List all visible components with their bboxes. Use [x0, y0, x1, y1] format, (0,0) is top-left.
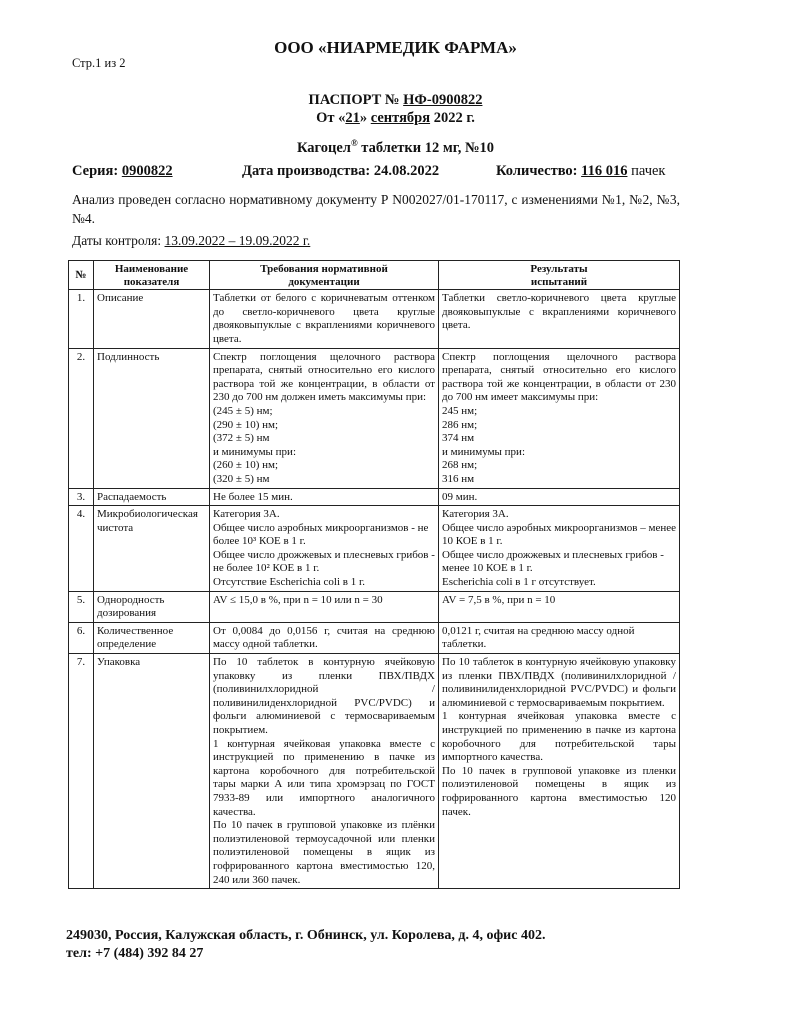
- requirement-line: (320 ± 5) нм: [213, 472, 270, 485]
- result-line: Общее число дрожжевых и плесневых грибов - менее 10 КОЕ в 1 г.: [442, 548, 664, 575]
- passport-title-prefix: ПАСПОРТ №: [308, 92, 404, 108]
- passport-title: [0, 92, 791, 109]
- passport-year: 2022 г.: [430, 110, 475, 126]
- header-name: [94, 261, 210, 290]
- requirement-line: (245 ± 5) нм;: [213, 404, 273, 417]
- row-num: 2.: [69, 348, 94, 488]
- row-result: [439, 654, 680, 889]
- row-requirement: [210, 622, 439, 653]
- result-line: Категория 3А.: [442, 508, 509, 521]
- result-line: По 10 пачек в групповой упаковке из пленки полиэтиленовой помещены в ящик из гофрированного картона вместимостью 120 пачек.: [442, 764, 676, 818]
- header-name-line: показателя: [123, 275, 180, 288]
- row-requirement: [210, 290, 439, 348]
- series-label: Серия:: [72, 163, 122, 179]
- row-requirement: [210, 506, 439, 592]
- passport-month: сентября: [370, 110, 431, 126]
- result-line: 286 нм;: [442, 418, 478, 431]
- requirement-line: Отсутствие Escherichia coli в 1 г.: [213, 576, 365, 589]
- requirement-line: Спектр поглощения щелочного раствора препарата, снятый относительно его кислого раствора той же концентрации, в области от 230 до 700 нм должен иметь максимумы при:: [213, 350, 435, 404]
- result-line: Спектр поглощения щелочного раствора препарата, снятый относительно его кислого раствора той же концентрации, в области от 230 до 700 нм имеет максимумы при:: [442, 350, 676, 404]
- requirement-line: Общее число дрожжевых и плесневых грибов - не более 10² КОЕ в 1 г.: [213, 548, 435, 575]
- row-num: 1.: [69, 290, 94, 348]
- product-name: Кагоцел: [296, 139, 351, 156]
- row-requirement: [210, 654, 439, 889]
- row-num: 6.: [69, 622, 94, 653]
- row-num: 4.: [69, 506, 94, 592]
- requirement-line: От 0,0084 до 0,0156 г, считая на среднюю массу одной таблетки.: [213, 624, 435, 651]
- row-result: [439, 488, 680, 506]
- specification-table: [68, 260, 680, 889]
- production-date: [242, 163, 439, 180]
- table-row: [69, 591, 680, 622]
- result-line: 09 мин.: [442, 490, 478, 503]
- requirement-line: Не более 15 мин.: [213, 490, 293, 503]
- requirement-line: По 10 таблеток в контурную ячейковую упаковку из пленки ПВХ/ПВДХ (поливинилхлоридной / поливинилиденхлоридной PVC/PVDC) и фольги алюминиевой с термосвариваемым покрытием.: [213, 656, 435, 736]
- row-requirement: [210, 488, 439, 506]
- control-dates-value: 13.09.2022 – 19.09.2022 г.: [164, 233, 311, 248]
- header-req-line: Требования нормативной: [260, 263, 388, 275]
- table-row: [69, 654, 680, 889]
- row-result: [439, 591, 680, 622]
- requirement-line: (372 ± 5) нм: [213, 432, 270, 445]
- requirement-line: Таблетки от белого с коричневатым оттенком до светло-коричневого цвета круглые двояковыпуклые с вкраплениями коричневого цвета.: [213, 292, 435, 345]
- passport-day: 21: [345, 110, 360, 126]
- row-name: Распадаемость: [94, 488, 210, 506]
- row-name: Описание: [94, 290, 210, 348]
- header-res-line: Результаты: [530, 263, 588, 275]
- footer-address: 249030, Россия, Калужская область, г. Обнинск, ул. Королева, д. 4, офис 402.: [66, 928, 546, 943]
- production-date-label: Дата производства:: [242, 163, 374, 179]
- table-row: [69, 348, 680, 488]
- row-name: Количественное определение: [94, 622, 210, 653]
- row-num: 7.: [69, 654, 94, 889]
- result-line: 245 нм;: [442, 404, 478, 417]
- table-row: [69, 622, 680, 653]
- requirement-line: По 10 пачек в групповой упаковке из плёнки полиэтиленовой термоусадочной или пленки полиэтиленовой помещены в ящик из гофрированного картона вместимостью 120, 240 или 360 пачек.: [213, 819, 435, 886]
- control-dates: [72, 233, 310, 249]
- requirement-line: Категория 3А.: [213, 508, 280, 521]
- quantity-unit: пачек: [627, 163, 666, 179]
- requirement-line: Общее число аэробных микроорганизмов - не более 10³ КОЕ в 1 г.: [213, 521, 429, 548]
- requirement-line: AV ≤ 15,0 в %, при n = 10 или n = 30: [213, 593, 383, 606]
- analysis-text: Анализ проведен согласно нормативному документу Р N002027/01-170117, с изменениями №1, №2, №3, №4.: [72, 192, 680, 226]
- passport-number: НФ-0900822: [403, 92, 483, 108]
- quantity-value: 116 016: [581, 163, 628, 179]
- result-line: 268 нм;: [442, 459, 478, 472]
- row-requirement: [210, 348, 439, 488]
- result-line: Общее число аэробных микроорганизмов – менее 10 КОЕ в 1 г.: [442, 521, 676, 548]
- quantity: [496, 163, 665, 180]
- requirement-line: (290 ± 10) нм;: [213, 418, 279, 431]
- table-header-row: [69, 261, 680, 290]
- production-date-value: 24.08.2022: [373, 163, 440, 179]
- row-result: [439, 348, 680, 488]
- result-line: Escherichia coli в 1 г отсутствует.: [442, 576, 596, 589]
- registered-mark: ®: [350, 138, 358, 148]
- result-line: По 10 таблеток в контурную ячейковую упаковку из пленки ПВХ/ПВДХ (поливинилхлоридной / поливинилиденхлоридной PVC/PVDC) и фольги алюминиевой с термосвариваемым покрытием.: [442, 656, 676, 709]
- table-row: [69, 488, 680, 506]
- row-num: 3.: [69, 488, 94, 506]
- result-line: 374 нм: [442, 432, 475, 445]
- header-name-line: Наименование: [114, 263, 189, 275]
- requirement-line: (260 ± 10) нм;: [213, 459, 279, 472]
- row-result: [439, 290, 680, 348]
- result-line: AV = 7,5 в %, при n = 10: [442, 593, 556, 606]
- control-dates-label: Даты контроля:: [72, 233, 165, 248]
- result-line: и минимумы при:: [442, 445, 526, 458]
- header-requirements: [210, 261, 439, 290]
- result-line: Таблетки светло-коричневого цвета круглые двояковыпуклые с вкраплениями коричневого цвета.: [442, 292, 676, 332]
- result-line: 1 контурная ячейковая упаковка вместе с инструкцией по применению в пачке из картона коробочного для потребительской тары импортного качества.: [442, 710, 676, 764]
- company-name: ООО «НИАРМЕДИК ФАРМА»: [274, 38, 517, 57]
- row-name: Микробиологическая чистота: [94, 506, 210, 592]
- row-name: Однородность дозирования: [94, 591, 210, 622]
- quantity-label: Количество:: [496, 163, 582, 179]
- row-result: [439, 506, 680, 592]
- result-line: 0,0121 г, считая на среднюю массу одной таблетки.: [442, 624, 635, 651]
- product-title: [0, 138, 791, 157]
- row-name: Упаковка: [94, 654, 210, 889]
- table-row: [69, 506, 680, 592]
- header-req-line: документации: [288, 275, 360, 288]
- header-num: №: [69, 261, 94, 290]
- result-line: 316 нм: [442, 472, 475, 485]
- row-name: Подлинность: [94, 348, 210, 488]
- header-res-line: испытаний: [530, 275, 588, 288]
- row-requirement: [210, 591, 439, 622]
- row-num: 5.: [69, 591, 94, 622]
- series: [72, 163, 173, 180]
- header-results: [439, 261, 680, 290]
- footer-phone: тел: +7 (484) 392 84 27: [66, 946, 204, 961]
- table-row: [69, 290, 680, 348]
- requirement-line: 1 контурная ячейковая упаковка вместе с инструкцией по применению в пачке из картона коробочного для потребительской тары марки А или типа хромэрзац по ГОСТ 7933-89 или импортного аналогичного качества.: [213, 737, 435, 818]
- passport-date: [0, 110, 791, 127]
- passport-date-prefix: От «: [316, 110, 346, 126]
- page-number: Стр.1 из 2: [72, 56, 126, 70]
- series-value: 0900822: [121, 163, 173, 179]
- product-rest: таблетки 12 мг, №10: [357, 139, 495, 156]
- requirement-line: и минимумы при:: [213, 445, 297, 458]
- row-result: [439, 622, 680, 653]
- passport-date-mid: »: [359, 110, 371, 126]
